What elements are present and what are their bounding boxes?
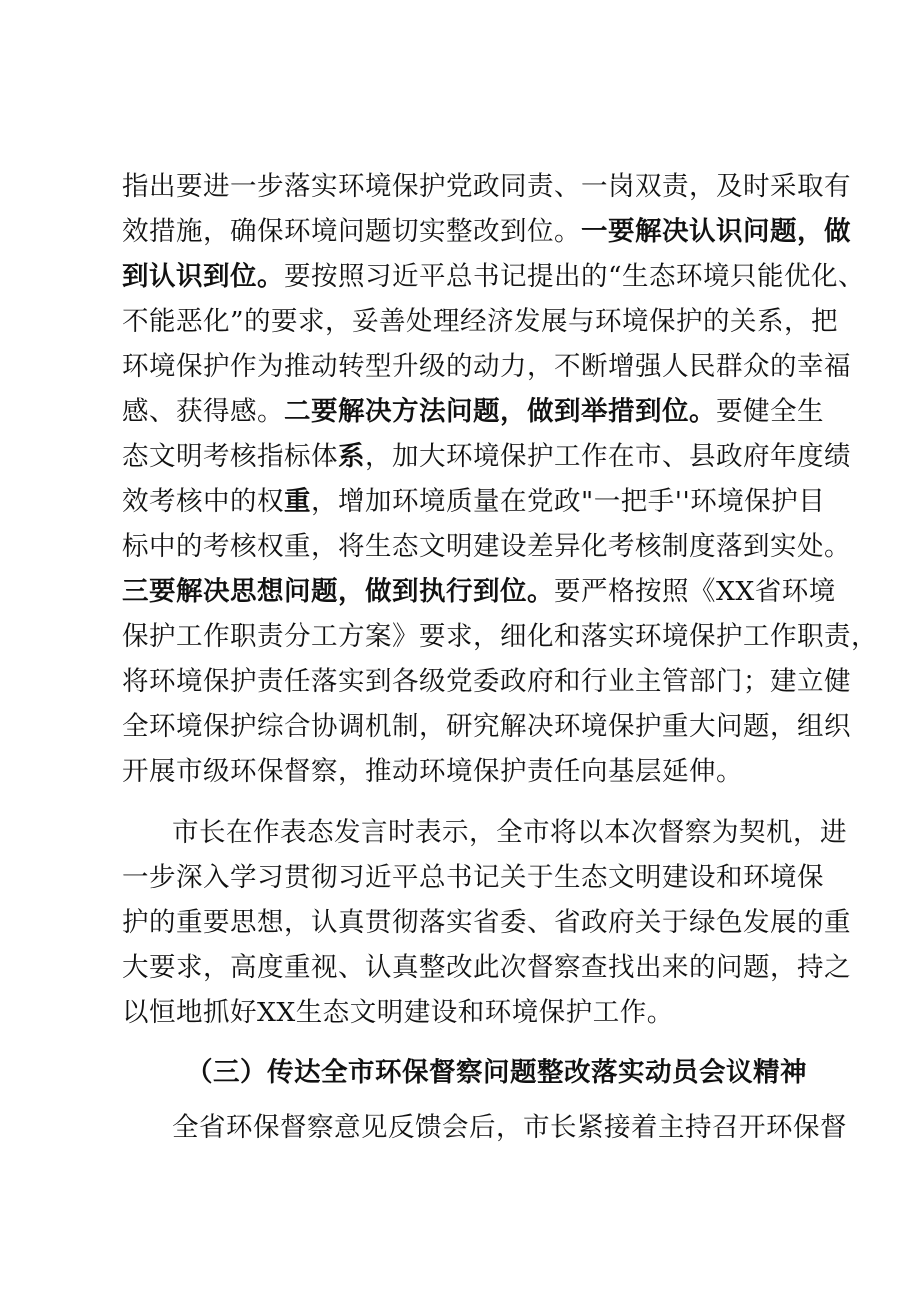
bold-text-run: 重: [284, 486, 311, 517]
paragraph-line: [172, 811, 847, 855]
text-run: 感、获得感。: [122, 396, 284, 427]
text-run: 全环境保护综合协调机制，研究解决环境保护重大问题，组织: [122, 711, 851, 742]
text-run: 态文明考核指标体: [122, 441, 338, 472]
paragraph-line: [122, 615, 878, 659]
text-run: 将环境保护责任落实到各级党委政府和行业主管部门；建立健: [122, 666, 851, 697]
text-run: 标中的考核权重，将生态文明建设差异化考核制度落到实处。: [122, 531, 851, 562]
text-run: 一步深入学习贯彻习近平总书记关于生态文明建设和环境保: [122, 862, 824, 893]
text-run: ，加大环境保护工作在市、县政府年度绩: [365, 441, 851, 472]
paragraph-line: [122, 300, 839, 344]
paragraph-line: [122, 480, 826, 524]
bold-text-run: 三要解决思想问题，做到执行到位。: [122, 576, 554, 607]
text-run: 市长在作表态发言时表示，全市将以本次督察为契机，进: [172, 817, 847, 848]
text-run: 护的重要思想，认真贯彻落实省委、省政府关于绿色发展的重: [122, 907, 851, 938]
paragraph-line: [122, 856, 824, 900]
text-run: 不能恶化”的要求，妥善处理经济发展与环境保护的关系，把: [122, 306, 839, 337]
bold-text-run: 到认识到位。: [122, 261, 284, 292]
text-run: 开展市级环保督察，推动环境保护责任向基层延伸。: [122, 756, 743, 787]
paragraph-line: [122, 570, 836, 614]
heading-text: （三）传达全市环保督察问题整改落实动员会议精神: [186, 1057, 807, 1088]
text-run: 以恒地抓好XX生态文明建设和环境保护工作。: [122, 997, 674, 1028]
paragraph-line: [122, 901, 851, 945]
text-run: 环境保护作为推动转型升级的动力，不断增强人民群众的幸福: [122, 351, 851, 382]
text-run: 全省环保督察意见反馈会后，市长紧接着主持召开环保督: [172, 1112, 847, 1143]
text-run: 要按照习近平总书记提出的“生态环境只能优化、: [284, 261, 866, 292]
paragraph-line: [122, 525, 851, 569]
paragraph-line: [122, 345, 851, 389]
paragraph-line: [122, 705, 851, 749]
bold-text-run: 二要解决方法问题，做到举措到位。: [284, 396, 716, 427]
paragraph-line: [122, 435, 851, 479]
text-run: 效措施，确保环境问题切实整改到位。: [122, 216, 581, 247]
paragraph-line: [172, 1106, 847, 1150]
bold-text-run: 系: [338, 441, 365, 472]
bold-text-run: 一要解决认识问题，做: [581, 216, 851, 247]
text-run: 大要求，高度重视、认真整改此次督察查找出来的问题，持之: [122, 952, 851, 983]
paragraph-line: [122, 946, 851, 990]
text-run: ，增加环境质量在党政"一把手''环境保护目: [311, 486, 826, 517]
paragraph-line: [122, 660, 851, 704]
paragraph-line: [122, 991, 812, 1035]
text-run: 指出要进一步落实环境保护党政同责、一岗双责，及时采取有: [122, 171, 851, 202]
text-run: 保护工作职责分工方案》要求，细化和落实环境保护工作职责，: [122, 621, 878, 652]
paragraph-line: [122, 390, 824, 434]
paragraph-line: [122, 750, 812, 794]
paragraph-line: [122, 210, 851, 254]
paragraph-line: [122, 165, 851, 209]
text-run: 要健全生: [716, 396, 824, 427]
text-run: 效考核中的权: [122, 486, 284, 517]
paragraph-line: [122, 255, 866, 299]
text-run: 要严格按照《XX省环境: [554, 576, 836, 607]
section-heading: [186, 1051, 812, 1095]
